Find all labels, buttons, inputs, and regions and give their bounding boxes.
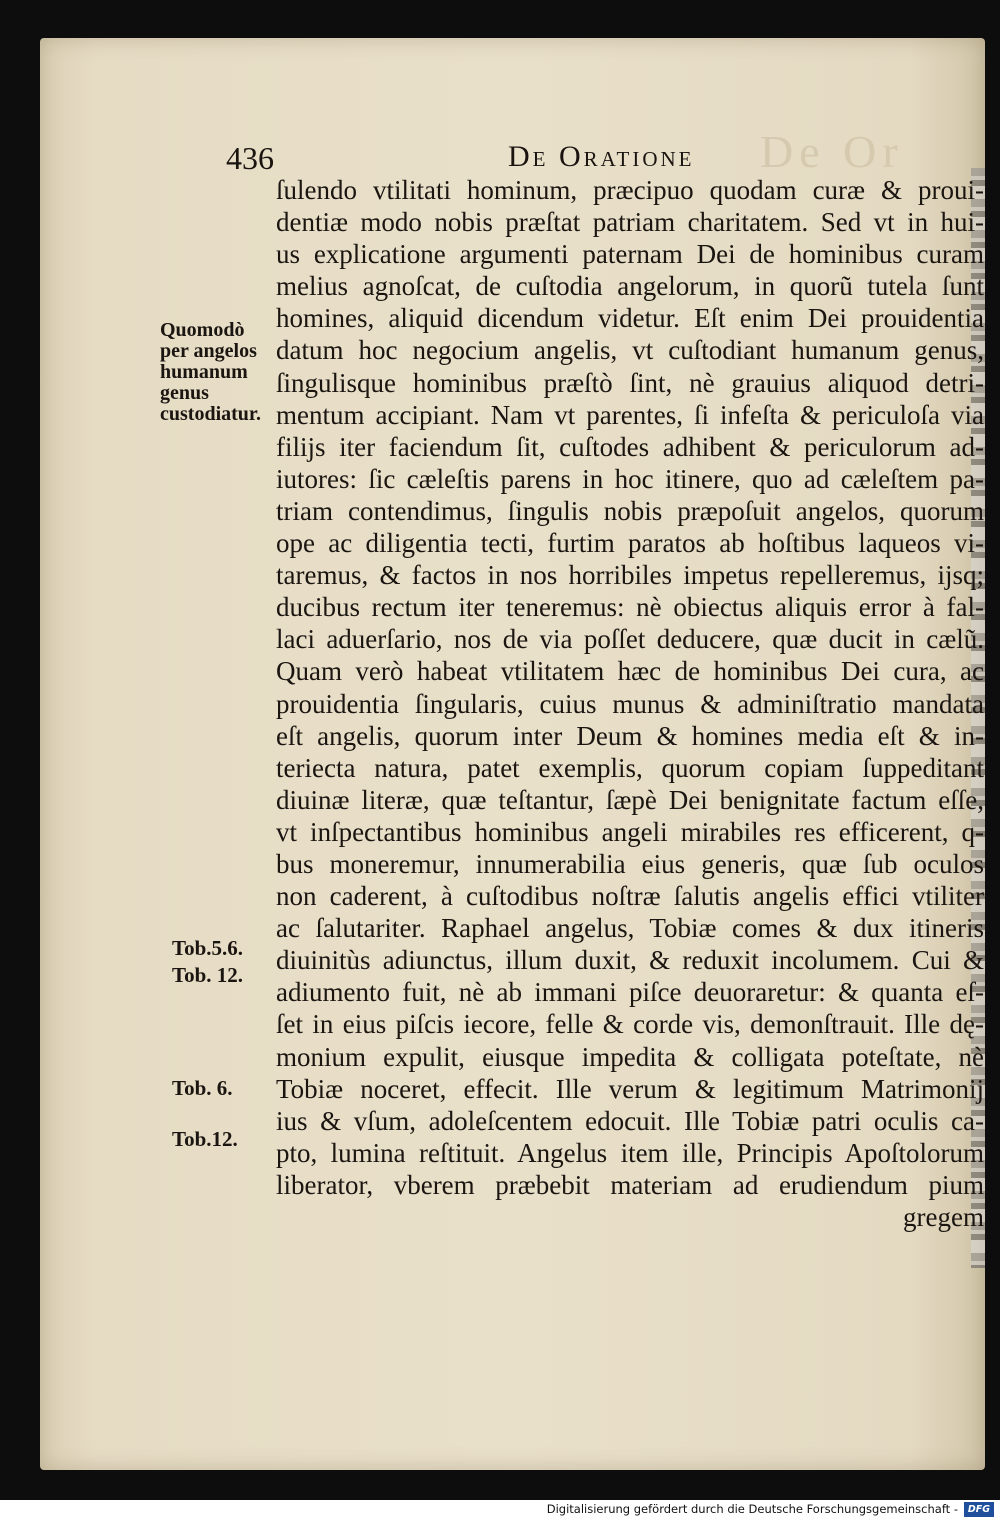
text-line: iutores: ſic cæleſtis parens in hoc itinere, quo ad cæleſtem pa- [276,463,984,494]
text-line: teriecta natura, patet exemplis, quorum copiam ſuppeditant [276,752,984,783]
text-line: ſulendo vtilitati hominum, præcipuo quodam curæ & proui- [276,175,984,205]
catchword: gregem [903,1202,984,1232]
text-line: ſet in eius piſcis iecore, felle & corde vis, demonſtrauit. Ille dę- [276,1009,984,1040]
text-line: diuinæ literæ, quæ teſtantur, ſæpè Dei benignitate factum eſſe, [276,784,984,815]
text-line: monium expulit, eiusque impedita & colligata poteſtate, nè [276,1041,984,1072]
text-line: pto, lumina reſtituit. Angelus item ille, Principis Apoſtolorum [276,1137,984,1168]
text-line: vt inſpectantibus hominibus angeli mirabiles res efficerent, q- [276,816,984,847]
margin-reference: Tob. 6. [172,1076,233,1100]
text-line: filijs iter faciendum ſit, cuſtodes adhibent & periculorum ad- [276,431,984,462]
text-line: adiumento fuit, nè ab immani piſce deuoraretur: & quanta eſ- [276,977,984,1008]
text-line: us explicatione argumenti paternam Dei de hominibus curam [276,239,984,270]
text-line: ac ſalutariter. Raphael angelus, Tobiæ comes & dux itineris [276,913,984,944]
body-text [276,174,984,1233]
text-line: ducibus rectum iter teneremus: nè obiectus aliquis error à fal- [276,592,984,623]
show-through-text: De Or [760,126,904,177]
text-line: ſingulisque hominibus præſtò ſint, nè grauius aliquod detri- [276,367,984,398]
margin-reference: Tob.12. [172,1127,238,1151]
dfg-logo-icon: DFG [964,1502,994,1517]
text-line: ope ac diligentia tecti, furtim paratos ab hoſtibus laqueos vi- [276,528,984,559]
text-line: taremus, & factos in nos horribiles impetus repelleremus, ijsq; [276,560,984,591]
text-line: datum hoc negocium angelis, vt cuſtodiant humanum genus, [276,335,984,366]
margin-note: Quomodò per angelos humanum genus custodiatur. [160,319,261,425]
page-number: 436 [226,140,274,176]
text-line: melius agnoſcat, de cuſtodia angelorum, in quorũ tutela ſunt [276,271,984,302]
text-line: dentiæ modo nobis præſtat patriam charitatem. Sed vt in hui- [276,207,984,238]
text-line: ius & vſum, adoleſcentem edocuit. Ille Tobiæ patri oculis ca- [276,1105,984,1136]
text-line: Tobiæ noceret, effecit. Ille verum & legitimum Matrimonij [276,1073,984,1104]
running-head: De Oratione [508,140,695,173]
text-line: bus moneremur, innumerabilia eius generis, quæ ſub oculos [276,848,984,879]
text-line: prouidentia ſingularis, cuius munus & adminiſtratio mandata [276,688,984,719]
text-line: mentum accipiant. Nam vt parentes, ſi infeſta & periculoſa via [276,399,984,430]
text-line: eſt angelis, quorum inter Deum & homines media eſt & in- [276,720,984,751]
text-line: non caderent, à cuſtodibus noſtræ ſalutis angelis effici vtiliter [276,881,984,912]
margin-reference: Tob.5.6. [172,936,244,960]
text-line: liberator, vberem præbebit materiam ad erudiendum pium [276,1169,984,1200]
text-line: homines, aliquid dicendum videtur. Eſt enim Dei prouidentia [276,303,984,334]
footer-bar [0,1500,1000,1521]
funding-credit: Digitalisierung gefördert durch die Deutsche Forschungsgemeinschaft - [546,1502,958,1516]
text-line: diuinitùs adiunctus, illum duxit, & reduxit incolumem. Cui & [276,945,984,976]
text-line: laci aduerſario, nos de via poſſet deducere, quæ ducit in cælũ. [276,624,984,655]
text-line: Quam verò habeat vtilitatem hæc de hominibus Dei cura, ac [276,656,984,687]
text-line: triam contendimus, ſingulis nobis præpoſuit angelos, quorum [276,495,984,526]
margin-reference: Tob. 12. [172,963,244,987]
